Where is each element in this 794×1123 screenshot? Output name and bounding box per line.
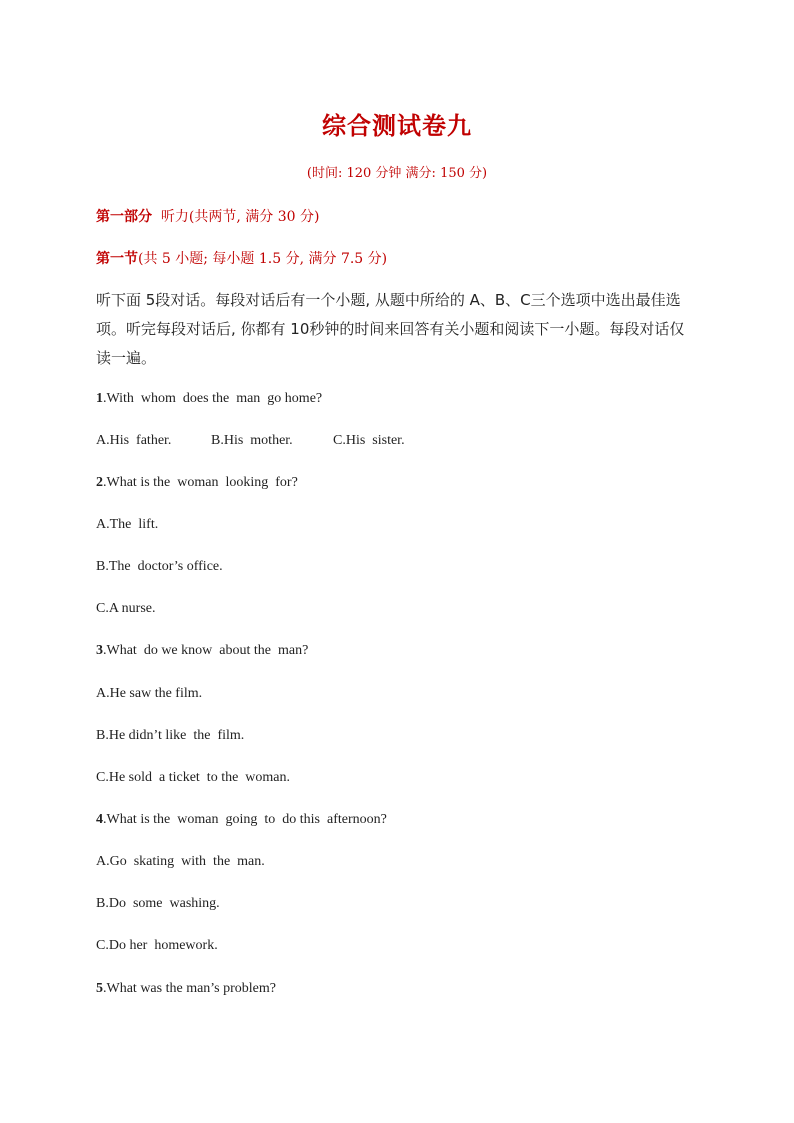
options-row-1 [96,433,405,449]
question-1 [96,391,322,407]
section-heading [96,248,387,268]
option-a: A.The lift. [96,517,159,532]
question-number: 3 [96,643,103,658]
option-a: A.He saw the film. [96,686,203,701]
option-a: A.His father. [96,433,172,448]
part-label: 第一部分 [96,209,152,225]
section-desc: (共 5 小题; 每小题 1.5 分, 满分 7.5 分) [138,251,388,267]
option-c: C.He sold a ticket to the woman. [96,770,291,785]
part-desc: 听力(共两节, 满分 30 分) [160,209,320,225]
option-c: C.A nurse. [96,601,156,616]
question-5 [96,981,276,997]
exam-info: (时间: 120 分钟 满分: 150 分) [306,166,488,181]
question-3 [96,643,308,659]
question-4 [96,812,387,828]
part-heading [96,206,319,226]
option-c: C.Do her homework. [96,938,218,953]
question-text: .What is the woman going to do this afternoon? [103,812,387,827]
option-b: B.The doctor’s office. [96,559,223,574]
question-text: .What is the woman looking for? [103,475,298,490]
page-title: 综合测试卷九 [322,112,472,140]
question-text: .With whom does the man go home? [103,391,323,406]
question-number: 5 [96,981,103,996]
question-text: .What do we know about the man? [103,643,309,658]
option-b: B.Do some washing. [96,896,220,911]
instructions-paragraph: 听下面 5段对话。每段对话后有一个小题, 从题中所给的 A、B、C三个选项中选出最佳选项。听完每段对话后, 你都有 10秒钟的时间来回答有关小题和阅读下一小题。每段对话仅读一遍。 [96,291,685,367]
question-number: 2 [96,475,103,490]
question-text: .What was the man’s problem? [103,981,277,996]
section-label: 第一节 [96,251,138,267]
question-2 [96,475,298,491]
question-number: 1 [96,391,103,406]
question-number: 4 [96,812,103,827]
option-b: B.His mother. [211,433,293,448]
option-c: C.His sister. [333,433,405,448]
option-a: A.Go skating with the man. [96,854,265,869]
option-b: B.He didn’t like the film. [96,728,245,743]
